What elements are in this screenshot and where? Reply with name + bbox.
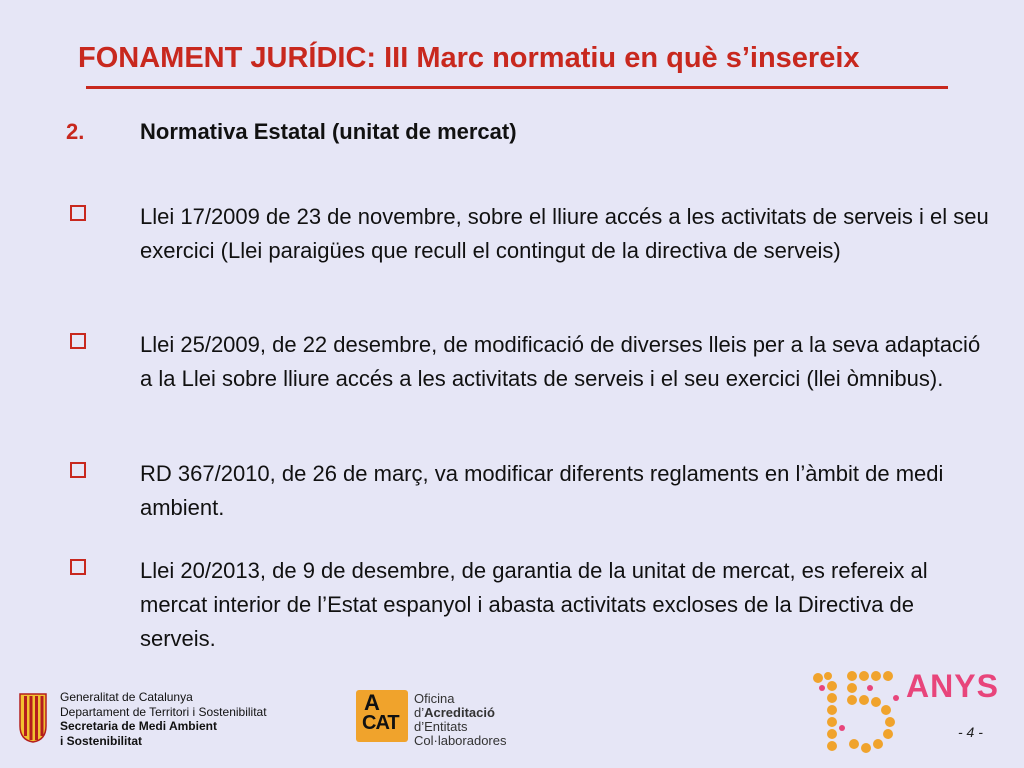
anniversary-logo bbox=[808, 668, 1018, 766]
acat-line-2 bbox=[414, 706, 507, 720]
gencat-line-1: Generalitat de Catalunya bbox=[60, 690, 193, 704]
section-number: 2. bbox=[66, 119, 85, 144]
list-item-text: RD 367/2010, de 26 de març, va modificar diferents reglaments en l’àmbit de medi ambient. bbox=[140, 461, 944, 520]
acat-badge-top: A bbox=[364, 690, 380, 715]
page-number: - 4 - bbox=[958, 724, 983, 740]
gencat-line-4: i Sostenibilitat bbox=[60, 733, 143, 748]
fifteen-dots-graphic bbox=[808, 668, 908, 754]
checkbox-bullet-icon bbox=[70, 205, 86, 221]
catalonia-shield-icon bbox=[18, 692, 48, 744]
gencat-line-2: Departament de Territori i Sostenibilitat bbox=[60, 704, 267, 719]
acat-line-2-bold: Acreditació bbox=[424, 705, 495, 720]
acat-line-3: d’Entitats bbox=[414, 719, 468, 734]
acat-logo bbox=[356, 690, 556, 750]
slide-footer bbox=[0, 668, 1024, 768]
acat-badge bbox=[356, 690, 408, 742]
acat-line-2-prefix: d’ bbox=[414, 705, 425, 720]
acat-line-1: Oficina bbox=[414, 691, 455, 706]
slide-title: FONAMENT JURÍDIC: III Marc normatiu en què s’insereix bbox=[78, 42, 860, 74]
gencat-text bbox=[60, 690, 267, 748]
list-item-text: Llei 20/2013, de 9 de desembre, de garantia de la unitat de mercat, es refereix al mercat interior de l’Estat espanyol i abasta activitats excloses de la Directiva de serveis. bbox=[140, 558, 928, 651]
title-underline bbox=[86, 86, 948, 89]
anniversary-word: ANYS bbox=[906, 668, 999, 704]
checkbox-bullet-icon bbox=[70, 333, 86, 349]
acat-line-4: Col·laboradores bbox=[414, 733, 507, 748]
checkbox-bullet-icon bbox=[70, 559, 86, 575]
gencat-logo bbox=[18, 686, 308, 756]
checkbox-bullet-icon bbox=[70, 462, 86, 478]
list-item-text: Llei 17/2009 de 23 de novembre, sobre el lliure accés a les activitats de serveis i el seu exercici (Llei paraigües que recull el contingut de la directiva de serveis) bbox=[140, 204, 989, 263]
gencat-line-3: Secretaria de Medi Ambient bbox=[60, 719, 217, 733]
list-item-text: Llei 25/2009, de 22 desembre, de modificació de diverses lleis per a la seva adaptació a la Llei sobre lliure accés a les activitats de serveis i el seu exercici (llei òmnibus). bbox=[140, 332, 981, 391]
acat-name bbox=[414, 692, 507, 748]
acat-badge-bottom: CAT bbox=[362, 712, 399, 734]
section-title: Normativa Estatal (unitat de mercat) bbox=[140, 119, 517, 144]
